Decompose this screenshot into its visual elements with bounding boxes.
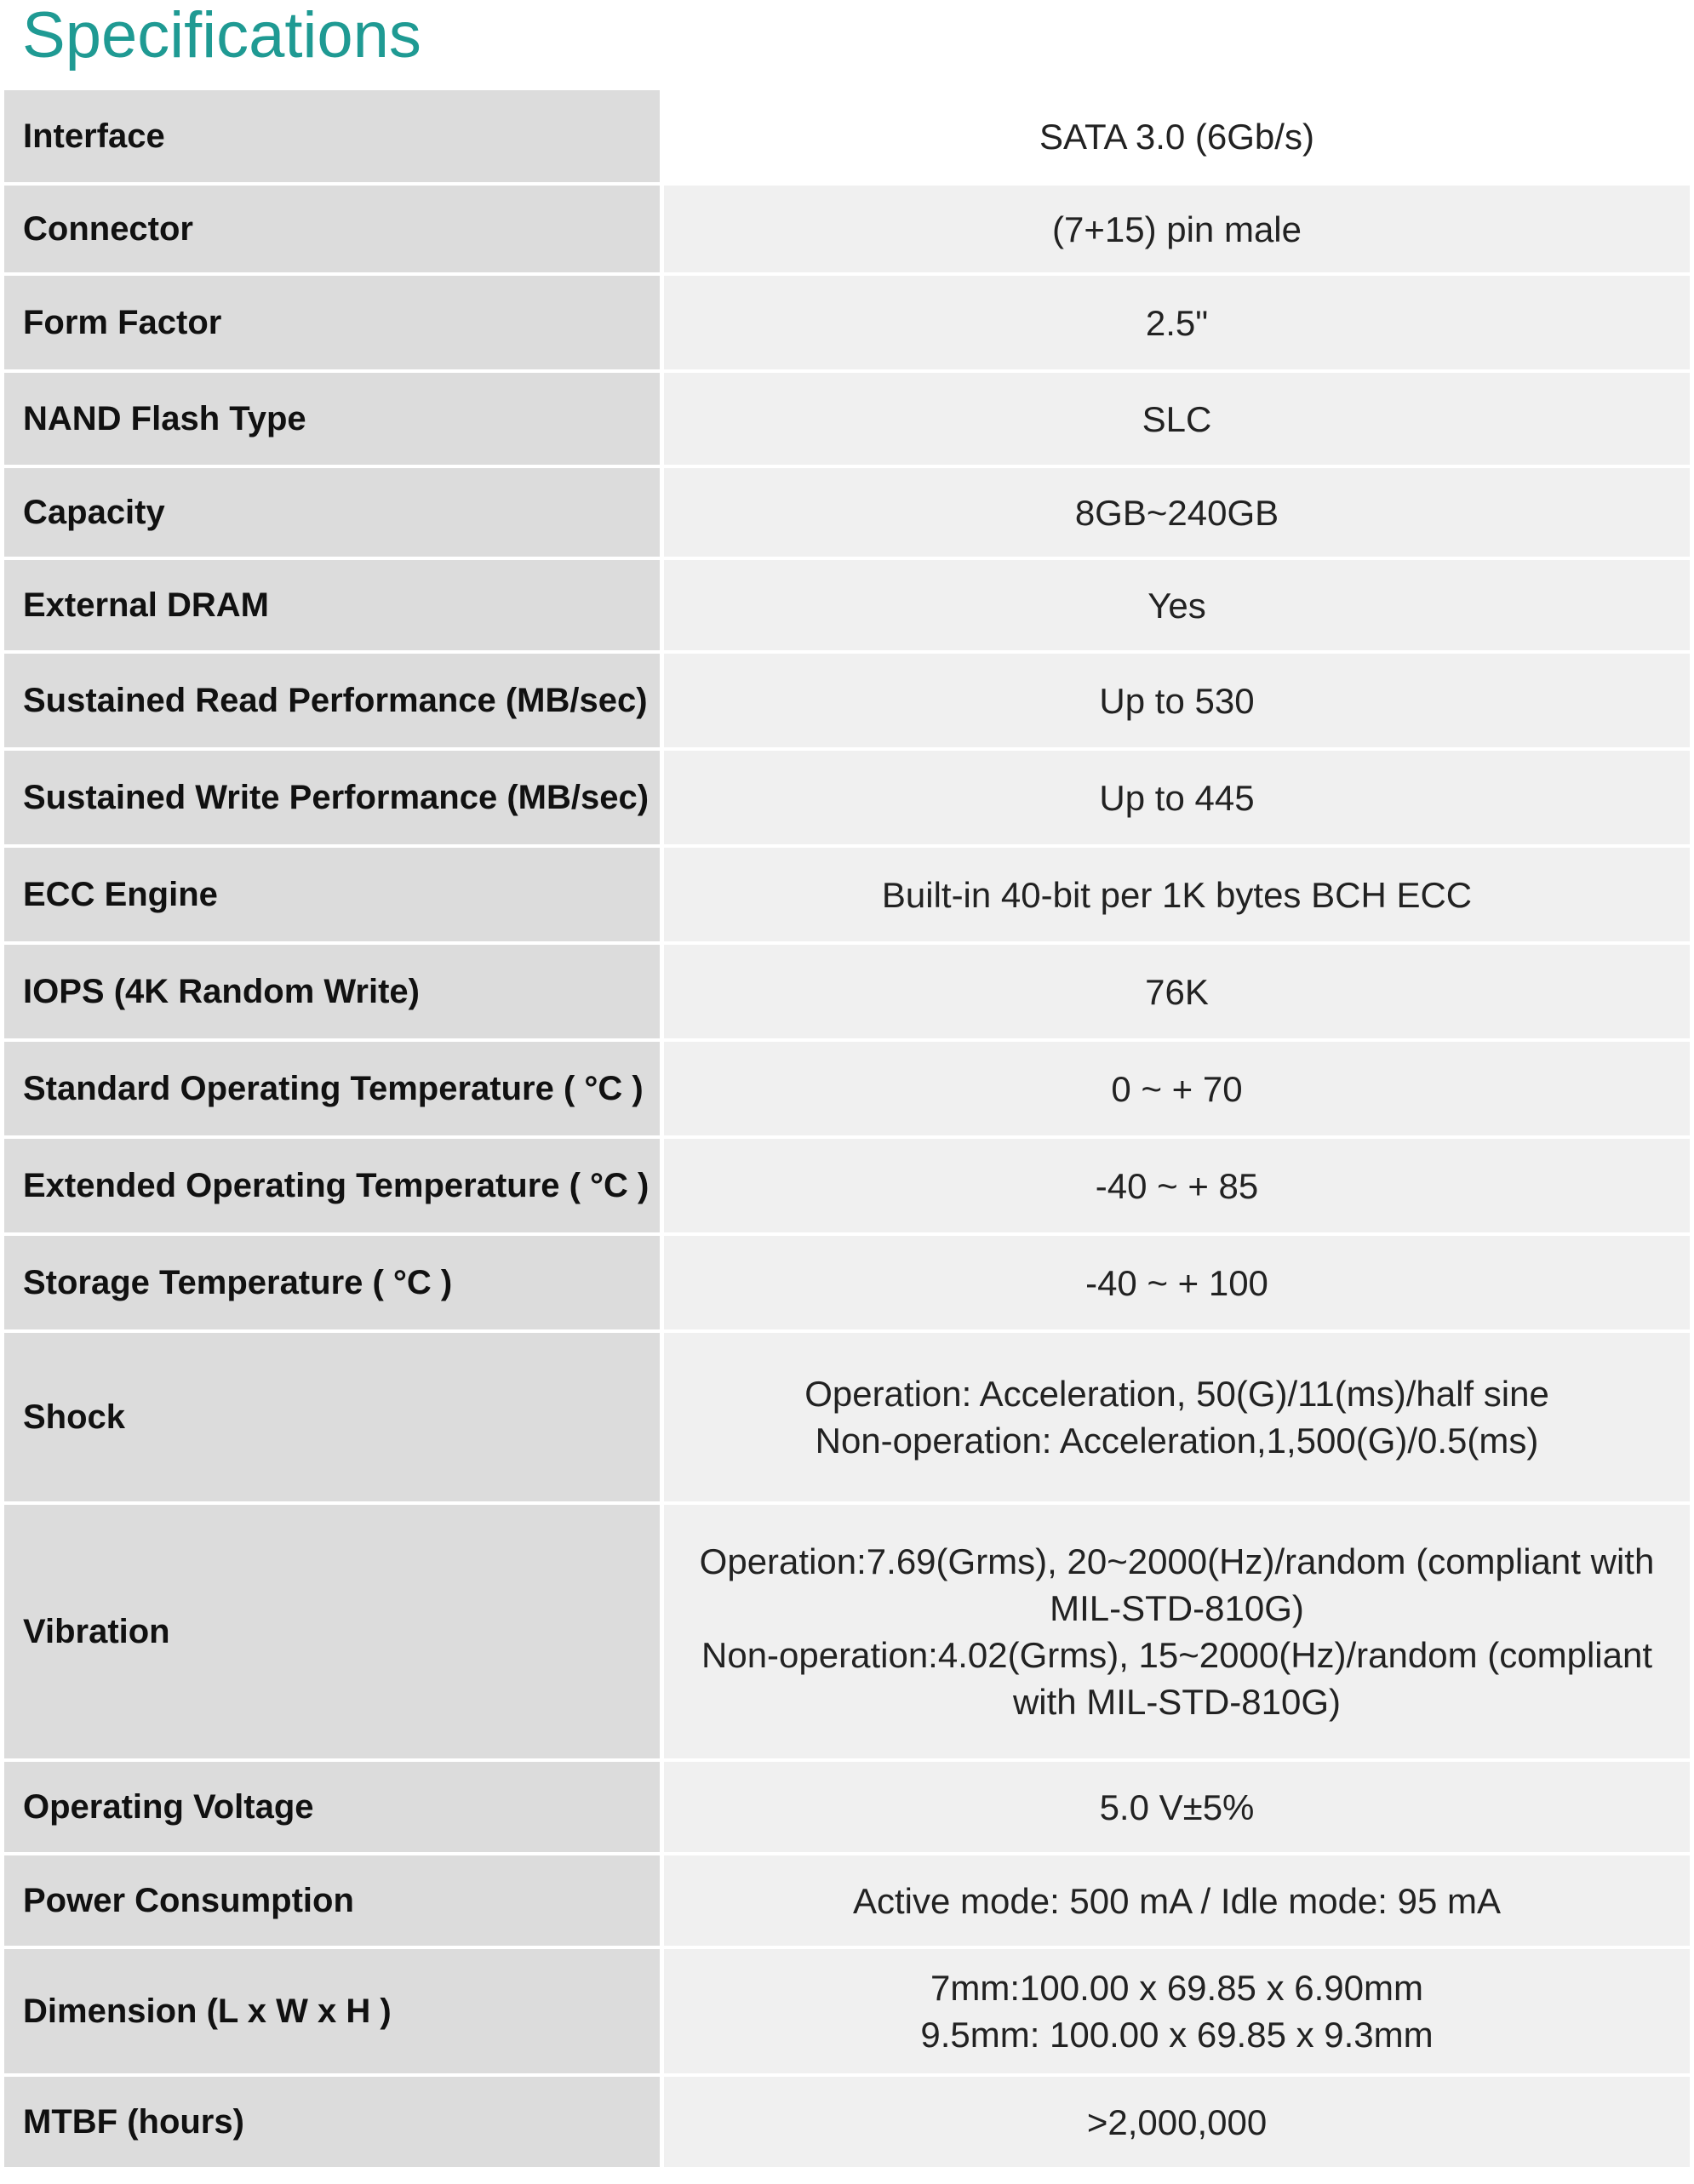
spec-label: Dimension (L x W x H ) [4,1949,664,2073]
spec-label: Power Consumption [4,1855,664,1946]
spec-row [4,945,1690,1042]
spec-label: External DRAM [4,560,664,650]
spec-value-line: with MIL-STD-810G) [1012,1682,1342,1722]
spec-row [4,186,1690,276]
spec-value-line: 0 ~ + 70 [1111,1068,1243,1109]
spec-value [664,1042,1690,1135]
specifications-table [4,90,1690,2170]
page-title: Specifications [22,0,421,71]
spec-label: Standard Operating Temperature ( °C ) [4,1042,664,1135]
spec-value-line: 76K [1145,971,1209,1012]
spec-value [664,1236,1690,1329]
spec-value-line: 7mm:100.00 x 69.85 x 6.90mm [930,1968,1423,2008]
spec-value-line: Yes [1147,585,1206,626]
spec-label: Form Factor [4,276,664,369]
spec-label: Operating Voltage [4,1762,664,1852]
spec-value-line: >2,000,000 [1086,2101,1268,2142]
spec-row [4,1333,1690,1505]
spec-row [4,1949,1690,2077]
spec-value [664,373,1690,465]
spec-label: ECC Engine [4,848,664,941]
spec-row [4,1236,1690,1333]
spec-value [664,1762,1690,1852]
spec-value-line: Up to 530 [1099,680,1255,721]
spec-row [4,1042,1690,1139]
spec-value-line: Non-operation:4.02(Grms), 15~2000(Hz)/random (compliant [701,1635,1652,1675]
spec-value [664,751,1690,844]
spec-row [4,751,1690,848]
spec-label: NAND Flash Type [4,373,664,465]
spec-value-line: -40 ~ + 100 [1085,1262,1268,1303]
spec-label: Connector [4,186,664,272]
spec-row [4,1762,1690,1855]
spec-value-line: 2.5" [1145,302,1209,343]
spec-label: Extended Operating Temperature ( °C ) [4,1139,664,1232]
spec-row [4,90,1690,186]
spec-value-line: 5.0 V±5% [1099,1787,1255,1827]
spec-value-line: 8GB~240GB [1074,492,1279,533]
spec-value-line: -40 ~ + 85 [1095,1165,1259,1206]
spec-value [664,848,1690,941]
spec-value-line: SATA 3.0 (6Gb/s) [1039,116,1314,157]
spec-label: IOPS (4K Random Write) [4,945,664,1038]
spec-value [664,1505,1690,1758]
spec-value [664,945,1690,1038]
spec-value [664,560,1690,650]
spec-value-line: SLC [1142,398,1212,439]
spec-label: MTBF (hours) [4,2077,664,2167]
spec-label: Capacity [4,468,664,557]
spec-value [664,186,1690,272]
spec-value [664,1949,1690,2073]
spec-value [664,1333,1690,1501]
spec-value-line: Operation: Acceleration, 50(G)/11(ms)/half sine [804,1374,1549,1414]
spec-value-line: Active mode: 500 mA / Idle mode: 95 mA [852,1880,1502,1921]
spec-value [664,1139,1690,1232]
spec-value-line: Built-in 40-bit per 1K bytes BCH ECC [881,874,1473,915]
spec-label: Sustained Read Performance (MB/sec) [4,654,664,747]
spec-label: Shock [4,1333,664,1501]
spec-value [664,654,1690,747]
spec-value-line: 9.5mm: 100.00 x 69.85 x 9.3mm [920,2015,1434,2055]
spec-value [664,468,1690,557]
spec-value [664,1855,1690,1946]
spec-row [4,848,1690,945]
spec-row [4,1855,1690,1949]
spec-row [4,468,1690,560]
spec-value [664,276,1690,369]
spec-label: Interface [4,90,664,182]
spec-row [4,2077,1690,2170]
spec-label: Vibration [4,1505,664,1758]
spec-row [4,1505,1690,1762]
spec-value-line: (7+15) pin male [1052,209,1302,249]
spec-value-line: Operation:7.69(Grms), 20~2000(Hz)/random (compliant with [699,1541,1655,1581]
spec-value [664,90,1690,182]
spec-value-line: Up to 445 [1099,777,1255,818]
spec-value-line: MIL-STD-810G) [1050,1588,1304,1628]
spec-row [4,654,1690,751]
spec-row [4,373,1690,468]
spec-row [4,1139,1690,1236]
spec-value-line: Non-operation: Acceleration,1,500(G)/0.5(ms) [815,1421,1539,1461]
spec-label: Storage Temperature ( °C ) [4,1236,664,1329]
spec-label: Sustained Write Performance (MB/sec) [4,751,664,844]
spec-row [4,276,1690,373]
spec-value [664,2077,1690,2167]
spec-row [4,560,1690,654]
